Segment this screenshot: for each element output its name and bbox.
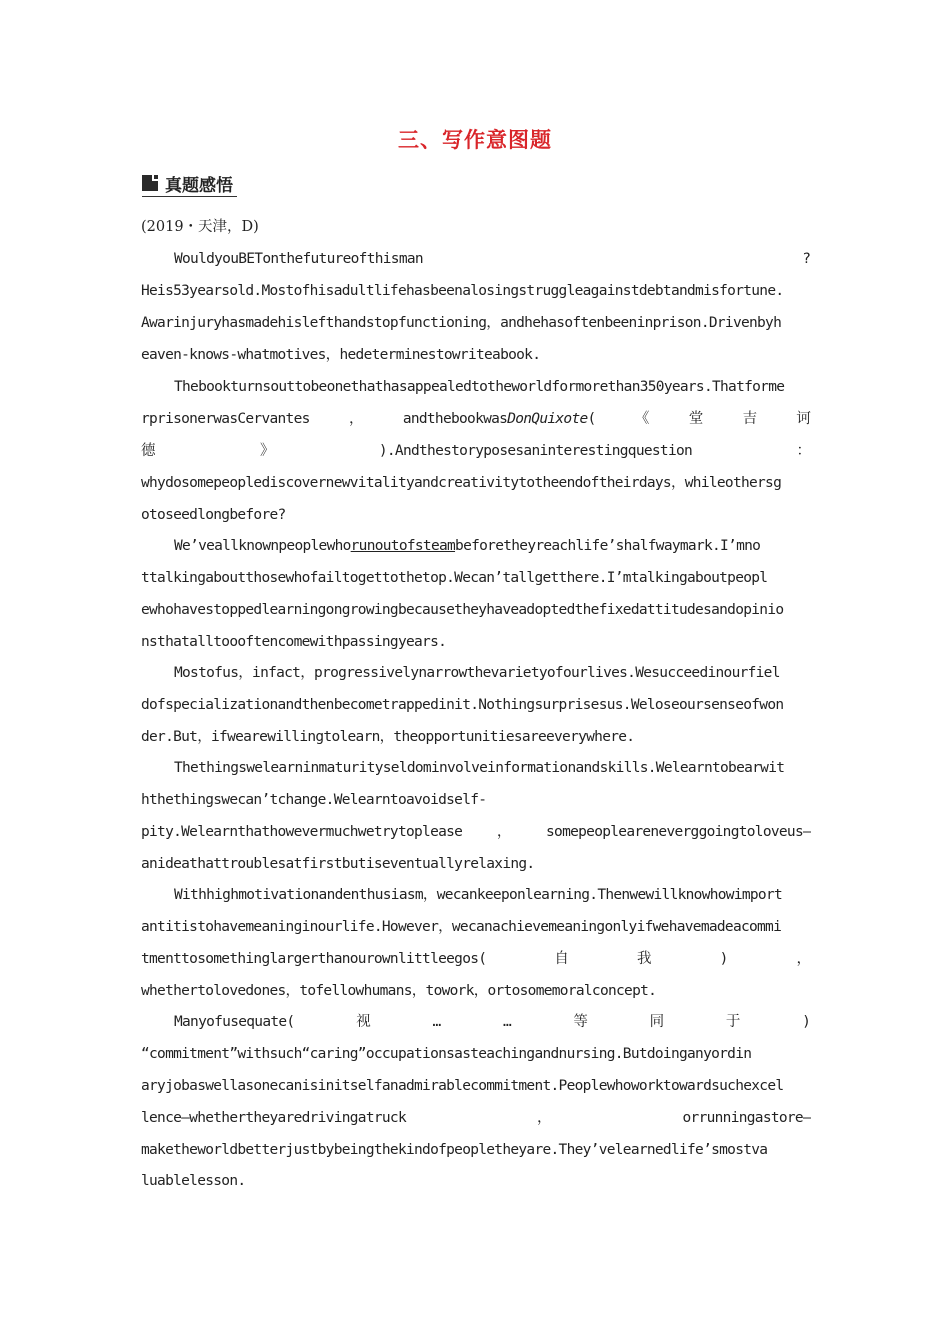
passage-line: antitistohavemeaninginourlife.However，wecanachievemeaningonlyifwehavemadeacommi: [141, 919, 782, 935]
passage-line: Heis53yearsold.Mostofhisadultlifehasbeenalosingstruggleagainstdebtandmisfortune.: [141, 283, 784, 299]
passage-line: eaven-knows-whatmotives，hedeterminestowriteabook.: [141, 347, 541, 363]
passage-line: Manyofusequate( 视 … … 等 同 于 ): [174, 1014, 811, 1030]
source-label: (2019・天津，D): [141, 219, 259, 235]
book-title-italic: DonQuixote: [507, 411, 588, 427]
passage-line: Thebookturnsouttobeonethathasappealedtotheworldformorethan350years.Thatforme: [174, 379, 785, 395]
passage-line: 德 》 ).Andthestoryposesaninterestingquestion ：: [141, 443, 811, 459]
passage-line: otoseedlongbefore?: [141, 507, 286, 523]
passage-line: Withhighmotivationandenthusiasm，wecankeeponlearning.Thenwewillknowhowimport: [174, 887, 783, 903]
passage-line: lence—whethertheyaredrivingatruck ， orrunningastore—: [141, 1110, 811, 1126]
section-heading: [142, 170, 237, 197]
passage-line: WouldyouBETonthefutureofthisman ?: [174, 251, 811, 267]
passage-line: tmenttosomethinglargerthanourownlittleegos( 自 我 ) ，: [141, 951, 811, 967]
passage-line: “commitment”withsuch“caring”occupationsasteachingandnursing.Butdoinganyordin: [141, 1046, 752, 1062]
passage-line: Thethingswelearninmaturityseldominvolveinformationandskills.Welearntobearwit: [174, 760, 785, 776]
passage-line: whydosomepeoplediscovernewvitalityandcreativitytotheendoftheirdays，whileothersg: [141, 475, 782, 491]
section-heading-text: 真题感悟: [165, 175, 233, 196]
passage-line: whethertolovedones，tofellowhumans，towork，ortosomemoralconcept.: [141, 983, 657, 999]
passage-line: dofspecializationandthenbecometrappedinit.Nothingsurprisesus.Weloseoursenseofwon: [141, 697, 784, 713]
passage-line: anideathattroublesatfirstbutiseventuallyrelaxing.: [141, 856, 535, 872]
page-title: 三、写作意图题: [398, 128, 552, 152]
passage-line: pity.Welearnthathowevermuchwetrytoplease ， somepeopleareneverggoingtoloveus—: [141, 824, 811, 840]
passage-line: maketheworldbetterjustbybeingthekindofpeopletheyare.They’velearnedlife’smostva: [141, 1142, 768, 1158]
passage-line: ewhohavestoppedlearningongrowingbecausetheyhaveadoptedthefixedattitudesandopinio: [141, 602, 784, 618]
underlined-phrase: runoutofsteam: [350, 538, 456, 554]
passage-line: nsthatalltoooftencomewithpassingyears.: [141, 634, 447, 650]
passage-line: der.But，ifwearewillingtolearn，theopportunitiesareeverywhere.: [141, 729, 635, 745]
passage-line: Mostofus，infact，progressivelynarrowthevarietyofourlives.Wesucceedinourfiel: [174, 665, 780, 681]
passage-line: hthethingswecan’tchange.Welearntoavoidself-: [141, 792, 487, 808]
square-bullet-icon: [142, 175, 158, 191]
passage-line: We’veallknownpeoplewhorunoutofsteambeforetheyreachlife’shalfwaymark.I’mno: [174, 538, 761, 554]
passage-line: luablelesson.: [141, 1173, 246, 1189]
passage-line: rprisonerwasCervantes ， andthebookwasDonQuixote( 《 堂 吉 诃: [141, 411, 811, 427]
passage-line: ttalkingaboutthosewhofailtogettothetop.Wecan’tallgetthere.I’mtalkingaboutpeopl: [141, 570, 768, 586]
passage-line: Awarinjuryhasmadehislefthandstopfunctioning，andhehasoftenbeeninprison.Drivenbyh: [141, 315, 782, 331]
passage-line: aryjobaswellasonecanisinitselfanadmirablecommitment.Peoplewhoworktowardsuchexcel: [141, 1078, 784, 1094]
